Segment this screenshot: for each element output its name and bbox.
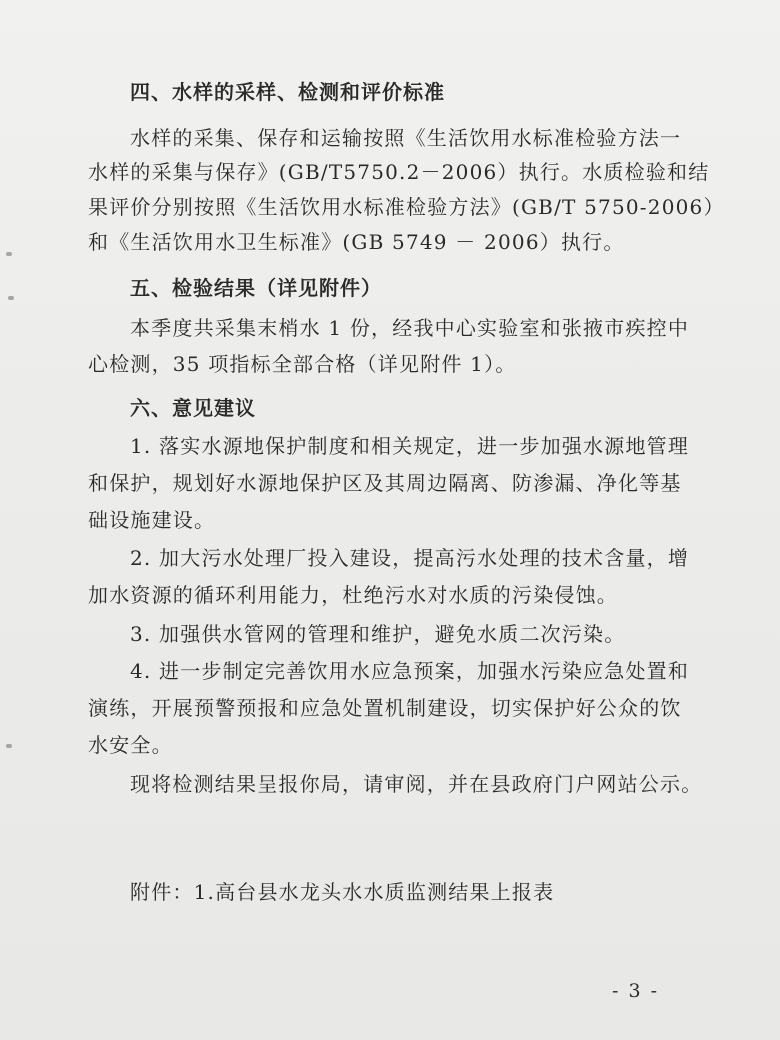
page-number: - 3 - bbox=[612, 980, 660, 1002]
list-item-line: 水安全。 bbox=[88, 733, 173, 757]
list-item-line: 加水资源的循环利用能力，杜绝污水对水质的污染侵蚀。 bbox=[88, 583, 618, 607]
scan-speck bbox=[6, 744, 12, 748]
section-heading-5: 五、检验结果（详见附件） bbox=[130, 276, 382, 300]
paragraph-line: 心检测，35 项指标全部合格（详见附件 1）。 bbox=[88, 352, 517, 376]
section-heading-6: 六、意见建议 bbox=[130, 396, 256, 420]
paragraph-line: 水样的采集、保存和运输按照《生活饮用水标准检验方法一 bbox=[130, 126, 682, 150]
list-item-line: 和保护，规划好水源地保护区及其周边隔离、防渗漏、净化等基 bbox=[88, 471, 682, 495]
list-item-line: 2. 加大污水处理厂投入建设，提高污水处理的技术含量，增 bbox=[130, 546, 690, 570]
scan-speck bbox=[8, 296, 14, 300]
list-item-line: 4. 进一步制定完善饮用水应急预案，加强水污染应急处置和 bbox=[130, 659, 690, 683]
closing-line: 现将检测结果呈报你局，请审阅，并在县政府门户网站公示。 bbox=[130, 772, 703, 796]
list-item-line: 1. 落实水源地保护制度和相关规定，进一步加强水源地管理 bbox=[130, 434, 690, 458]
attachment-line: 附件：1.高台县水龙头水水质监测结果上报表 bbox=[130, 880, 555, 904]
paragraph-line: 和《生活饮用水卫生标准》(GB 5749 － 2006）执行。 bbox=[88, 230, 625, 254]
paragraph-line: 水样的采集与保存》(GB/T5750.2－2006）执行。水质检验和结 bbox=[88, 160, 710, 184]
section-heading-4: 四、水样的采样、检测和评价标准 bbox=[130, 80, 445, 104]
paragraph-line: 果评价分别按照《生活饮用水标准检验方法》(GB/T 5750-2006） bbox=[88, 195, 725, 219]
list-item-line: 础设施建设。 bbox=[88, 508, 216, 532]
paragraph-line: 本季度共采集末梢水 1 份，经我中心实验室和张掖市疾控中 bbox=[130, 316, 690, 340]
scan-speck bbox=[6, 252, 12, 256]
list-item-line: 演练，开展预警预报和应急处置机制建设，切实保护好公众的饮 bbox=[88, 696, 682, 720]
list-item-line: 3. 加强供水管网的管理和维护，避免水质二次污染。 bbox=[130, 622, 626, 646]
